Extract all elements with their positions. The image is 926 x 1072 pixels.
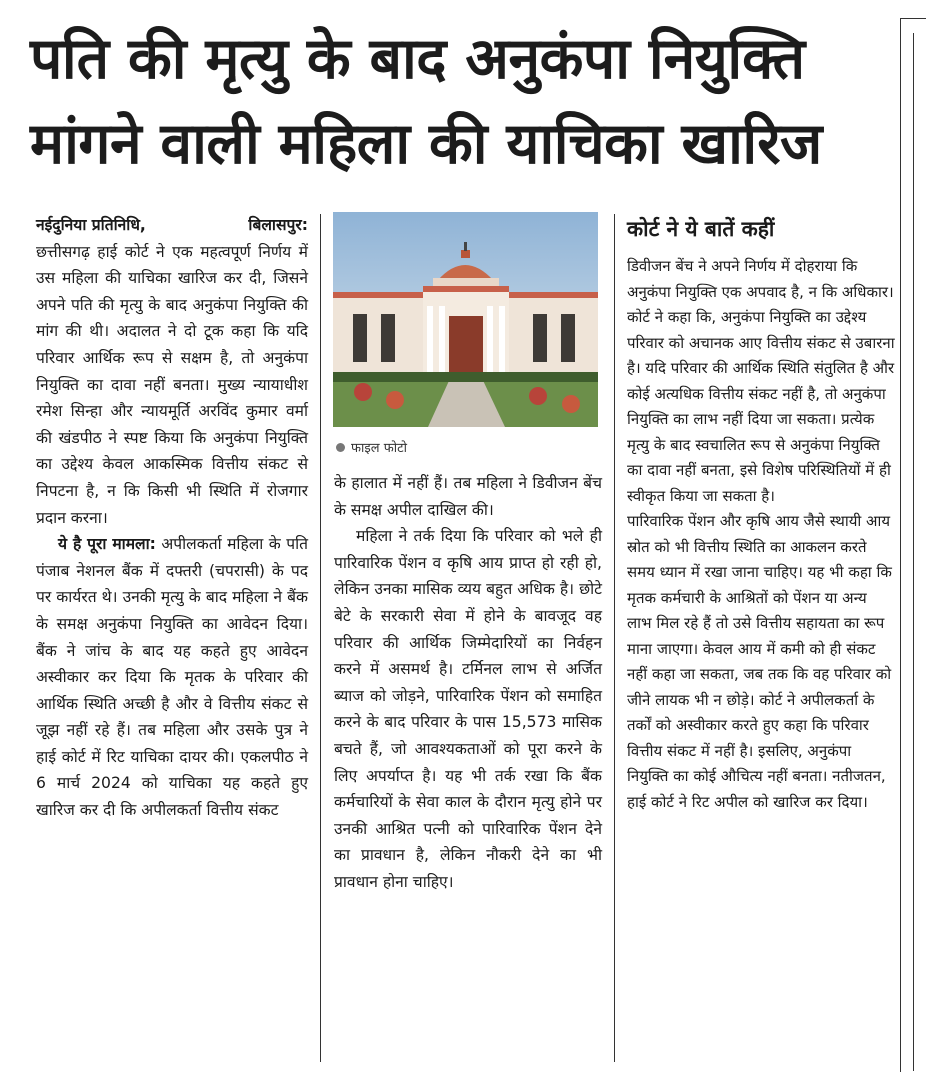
headline-line-1: पति की मृत्यु के बाद अनुकंपा नियुक्ति xyxy=(30,26,805,92)
article-column-1 xyxy=(36,212,308,824)
article-column-2 xyxy=(334,470,602,896)
sidebar-paragraph-2: पारिवारिक पेंशन और कृषि आय जैसे स्थायी आय स्रोत को भी वित्तीय स्थिति का आकलन करते समय ध्यान में रखा जाना चाहिए। यह भी कहा कि मृतक कर्मचारी के आश्रितों को पेंशन या अन्य लाभ मिल रहे हैं तो उसे वित्तीय सहायता का रूप माना जाएगा। केवल आय में कमी को ही संकट नहीं कहा जा सकता, जब तक कि वह परिवार को जीने लायक भी न छोड़े। कोर्ट ने अपीलकर्ता के तर्कों को अस्वीकार करते हुए कहा कि परिवार वित्तीय संकट में नहीं है। इसलिए, अनुकंपा नियुक्ति का कोई औचित्य नहीं बनता। नतीजतन, हाई कोर्ट ने रिट अपील को खारिज कर दिया। xyxy=(627,512,892,811)
byline xyxy=(36,212,308,239)
sidebar-paragraph-1: डिवीजन बेंच ने अपने निर्णय में दोहराया कि अनुकंपा नियुक्ति एक अपवाद है, न कि अधिकार। कोर्ट ने कहा कि, अनुकंपा नियुक्ति का उद्देश्य परिवार को अचानक आए वित्तीय संकट से उबारना है। यदि परिवार की आर्थिक स्थिति संतुलित है और कोई अत्यधिक वित्तीय संकट नहीं है, तो अनुकंपा नियुक्ति का लाभ नहीं दिया जा सकता। प्रत्येक मृत्यु के बाद स्वचालित रूप से अनुकंपा नियुक्ति का दावा नहीं बनता, इसे विशेष परिस्थितियों में ही स्वीकृत किया जा सकता है। xyxy=(627,257,895,505)
byline-source: नईदुनिया प्रतिनिधि, xyxy=(36,216,146,234)
article-paragraph-1: छत्तीसगढ़ हाई कोर्ट ने एक महत्वपूर्ण निर्णय में उस महिला की याचिका खारिज कर दी, जिसने अपने पति की मृत्यु के बाद अनुकंपा नियुक्ति की मांग की थी। अदालत ने दो टूक कहा कि यदि परिवार आर्थिक रूप से सक्षम है, तो अनुकंपा नियुक्ति का दावा नहीं बनता। मुख्य न्यायाधीश रमेश सिन्हा और न्यायमूर्ति अरविंद कुमार वर्मा की खंडपीठ ने स्पष्ट किया कि अनुकंपा नियुक्ति का उद्देश्य केवल आकस्मिक वित्तीय संकट से निपटना है, न कि किसी भी स्थिति में रोजगार प्रदान करना। xyxy=(36,242,308,527)
byline-location: बिलासपुर: xyxy=(248,216,308,234)
headline-line-2: मांगने वाली महिला की याचिका खारिज xyxy=(30,111,822,177)
photo-caption-text: फाइल फोटो xyxy=(351,441,408,456)
article-paragraph-2 xyxy=(36,531,308,824)
high-court-photo xyxy=(333,212,598,427)
adjacent-article-rule xyxy=(913,33,914,1071)
column-divider xyxy=(320,214,321,1062)
caption-bullet-icon xyxy=(336,443,345,452)
photo-caption xyxy=(336,438,407,456)
sidebar-heading: कोर्ट ने ये बातें कहीं xyxy=(627,217,775,241)
sidebar-column xyxy=(627,254,895,815)
subhead-case-details: ये है पूरा मामला: xyxy=(58,535,156,554)
building-illustration xyxy=(333,212,598,427)
article-paragraph-3: के हालात में नहीं हैं। तब महिला ने डिवीजन बेंच के समक्ष अपील दाखिल की। xyxy=(334,474,602,519)
article-paragraph-4: महिला ने तर्क दिया कि परिवार को भले ही पारिवारिक पेंशन व कृषि आय प्राप्त हो रही हो, लेकिन उनका मासिक व्यय बहुत अधिक है। छोटे बेटे के सरकारी सेवा में होने के बावजूद वह परिवार की आर्थिक जिम्मेदारियों का निर्वहन करने में असमर्थ है। टर्मिनल लाभ से अर्जित ब्याज को जोड़ने, पारिवारिक पेंशन को समाहित करने के बाद परिवार के पास 15,573 मासिक बचते हैं, जो आवश्यकताओं को पूरा करने के लिए अपर्याप्त है। यह भी तर्क रखा कि बैंक कर्मचारियों के सेवा काल के दौरान मृत्यु होने पर उनकी आश्रित पत्नी को पारिवारिक पेंशन देने का प्रावधान है, लेकिन नौकरी देने का भी प्रावधान होना चाहिए। xyxy=(334,527,602,891)
column-divider xyxy=(614,214,615,1062)
article-paragraph-2-text: अपीलकर्ता महिला के पति पंजाब नेशनल बैंक में दफ्तरी (चपरासी) के पद पर कार्यरत थे। उनकी मृत्यु के बाद महिला ने बैंक के समक्ष अनुकंपा नियुक्ति का आवेदन दिया। बैंक ने जांच के बाद यह कहते हुए आवेदन अस्वीकार कर दिया कि मृतक के परिवार की आर्थिक स्थिति अच्छी है और वे वित्तीय संकट से जूझ नहीं रहे हैं। तब महिला और उसके पुत्र ने हाई कोर्ट में रिट याचिका दायर की। एकलपीठ ने 6 मार्च 2024 को याचिका यह कहते हुए खारिज कर दी कि अपीलकर्ता वित्तीय संकट xyxy=(36,535,308,820)
